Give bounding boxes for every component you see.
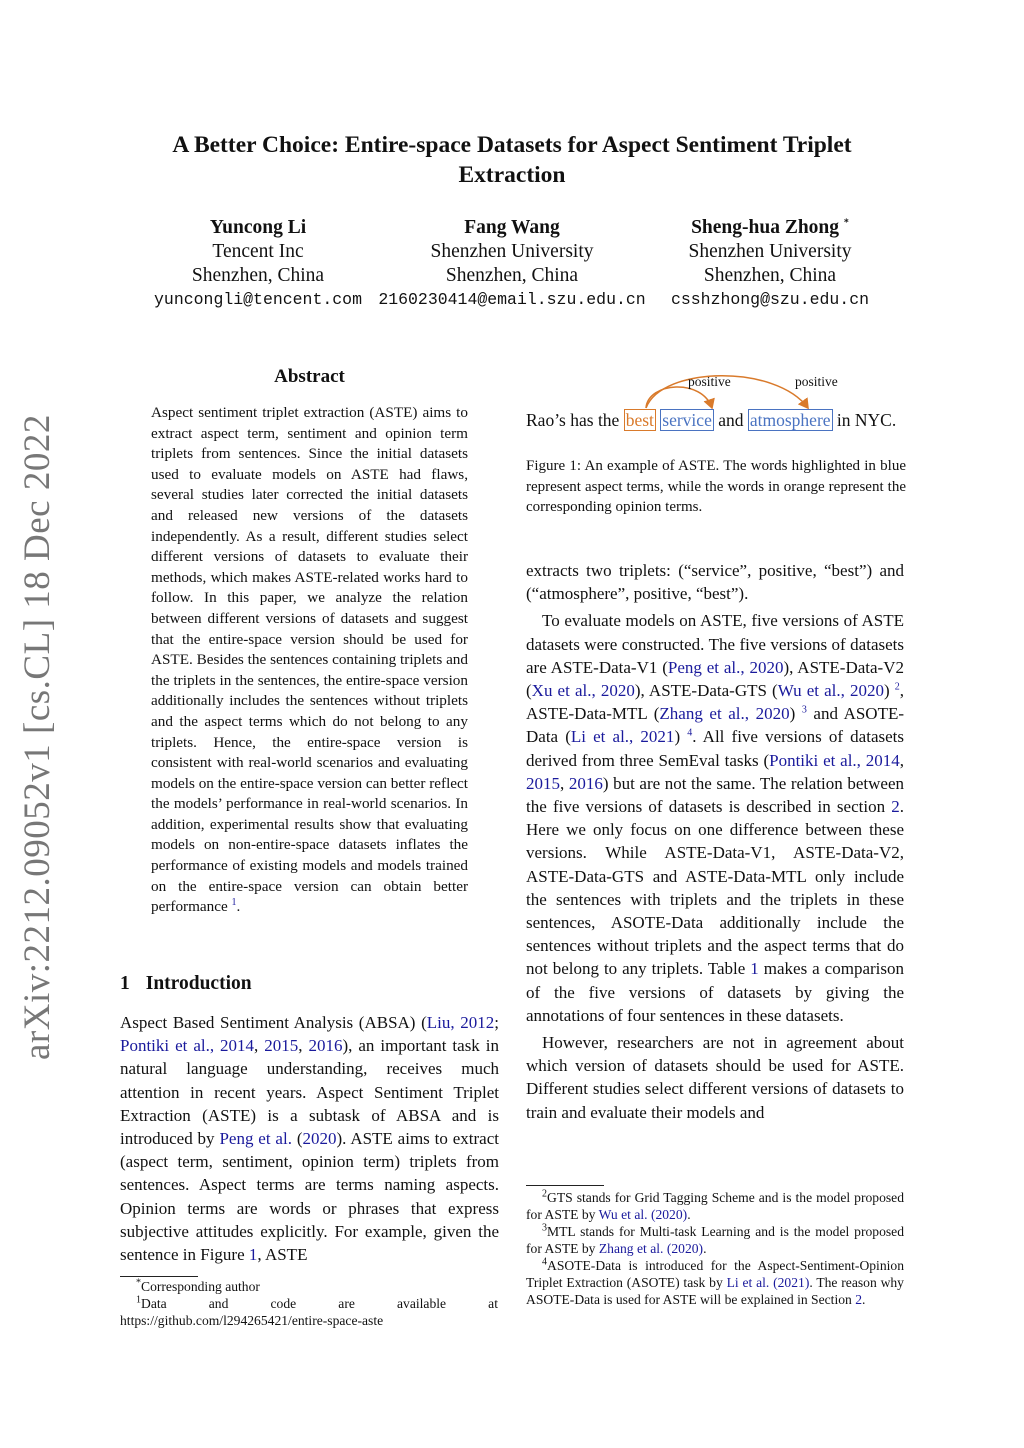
- abstract-body: [151, 403, 468, 918]
- text-run: Aspect Based Sentiment Analysis (ABSA) (: [120, 1013, 427, 1032]
- sentence-text: Rao’s has the: [526, 410, 624, 430]
- text-run: (: [291, 1129, 303, 1149]
- author-email[interactable]: yuncongli@tencent.com: [154, 290, 362, 309]
- text-run: ,: [254, 1036, 265, 1056]
- footnote-ref-4[interactable]: 4: [687, 727, 693, 739]
- author-name: Fang Wang: [464, 217, 560, 238]
- author-name-line: [660, 216, 880, 240]
- footnote-mark: 2: [542, 1188, 547, 1200]
- section-ref-link[interactable]: 2: [891, 797, 900, 817]
- section-heading-introduction: [120, 973, 268, 995]
- footnote-mark: *: [136, 1277, 141, 1289]
- citation-link[interactable]: Liu, 2012: [426, 1013, 495, 1032]
- author-location: Shenzhen, China: [703, 265, 837, 286]
- citation-link[interactable]: Wu et al., 2020: [777, 681, 884, 701]
- footnote-text: GTS stands for Grid Tagging Scheme and is the model proposed for ASTE by: [526, 1190, 904, 1222]
- sentence-text: and: [713, 410, 748, 430]
- citation-link[interactable]: Xu et al., 2020: [531, 681, 635, 701]
- right-footnotes: [526, 1189, 904, 1308]
- text-run: To evaluate models on ASTE, five versions of ASTE datasets were constructed. The five versions of datasets are ASTE-Data-V1 (: [526, 611, 904, 677]
- sentence-text: in NYC.: [832, 410, 897, 430]
- text-run: and ASOTE-Data (: [526, 704, 905, 747]
- aspect-term-box: service: [662, 410, 712, 430]
- footnote-ref-1[interactable]: 1: [231, 897, 237, 909]
- corresponding-mark: *: [843, 217, 849, 229]
- author-location: Shenzhen, China: [191, 265, 325, 286]
- citation-link[interactable]: 2016: [568, 773, 603, 793]
- text-run: , ASTE-Data-MTL (: [526, 681, 904, 724]
- text-run: ,: [560, 773, 569, 793]
- author-block-3: [660, 216, 880, 312]
- citation-link[interactable]: Zhang et al., 2020: [659, 704, 790, 724]
- citation-link[interactable]: Peng et al.: [219, 1129, 292, 1149]
- text-run: ): [883, 681, 895, 701]
- author-location: Shenzhen, China: [445, 265, 579, 286]
- text-run: . Here we only focus on one difference between these versions. While ASTE-Data-V1, ASTE-Data-V2, ASTE-Data-GTS and ASTE-Data-MTL only include the sentences with triplets and the triplets in these sentences, ASOTE-Data additionally include the sentences without triplets and the aspect terms that do not belong to any triplets. Table: [526, 797, 904, 979]
- citation-link[interactable]: Pontiki et al., 2014: [769, 750, 900, 770]
- footnote-text: . The reason why ASOTE-Data is used for ASTE will be explained in Section: [526, 1275, 904, 1307]
- citation-link[interactable]: 2015: [526, 773, 560, 793]
- text-run: ,: [899, 750, 904, 770]
- citation-link[interactable]: Peng et al., 2020: [667, 657, 784, 677]
- footnote-text: ASOTE-Data is introduced for the Aspect-Sentiment-Opinion Triplet Extraction (ASOTE) task by: [526, 1258, 904, 1290]
- author-name: Sheng-hua Zhong: [691, 217, 840, 238]
- footnote-ref-3[interactable]: 3: [801, 704, 807, 716]
- text-run: ), ASTE-Data-V2 (: [526, 657, 904, 701]
- citation-link[interactable]: Wu et al. (2020): [598, 1207, 688, 1222]
- arc-label-2: positive: [795, 374, 838, 389]
- right-column-text: [526, 559, 904, 1124]
- footnote-text: MTL stands for Multi-task Learning and is the model proposed for ASTE by: [526, 1224, 904, 1256]
- footnote-text: .: [687, 1207, 691, 1222]
- citation-link[interactable]: Li et al., 2021: [570, 727, 675, 747]
- arxiv-identifier: arXiv:2212.09052v1 [cs.CL] 18 Dec 2022: [17, 414, 58, 1060]
- paragraph: [526, 609, 904, 1027]
- text-run: ): [674, 727, 688, 747]
- footnote-mark: 3: [542, 1222, 547, 1234]
- text-run: ): [789, 704, 802, 724]
- paper-title: A Better Choice: Entire-space Datasets for Aspect Sentiment Triplet Extraction: [172, 132, 852, 188]
- footnote-text: Corresponding author: [141, 1279, 260, 1294]
- paragraph: However, researchers are not in agreement about which version of datasets should be used for ASTE. Different studies select different versions of datasets to train and evaluate their models and: [526, 1033, 904, 1122]
- citation-link[interactable]: 2015: [264, 1036, 299, 1056]
- figure-ref-link[interactable]: 1: [248, 1245, 258, 1265]
- aspect-term-box: atmosphere: [749, 410, 831, 430]
- section-ref-link[interactable]: 2: [855, 1292, 863, 1307]
- text-run: ;: [494, 1013, 499, 1032]
- section-number: 1: [120, 973, 130, 994]
- figure-caption: Figure 1: An example of ASTE. The words highlighted in blue represent aspect terms, while the words in orange represent the corresponding opinion terms.: [526, 458, 906, 515]
- author-block-1: [148, 216, 368, 312]
- citation-link[interactable]: Li et al. (2021): [726, 1275, 810, 1290]
- footnote-rule: [120, 1276, 198, 1277]
- text-run: ), ASTE-Data-GTS (: [634, 681, 778, 701]
- author-affiliation: Tencent Inc: [212, 241, 304, 262]
- text-run: ,: [298, 1036, 309, 1056]
- abstract-end: .: [236, 898, 241, 916]
- footnote-mark: 4: [542, 1256, 547, 1268]
- section-title: Introduction: [145, 973, 252, 994]
- footnote-text: Data and code are available at https://github.com/l294265421/entire-space-aste: [120, 1296, 498, 1328]
- author-affiliation: Shenzhen University: [430, 241, 594, 262]
- abstract-text: Aspect sentiment triplet extraction (ASTE) aims to extract aspect term, sentiment and opinion term triplets from sentences. Since the initial datasets used to evaluate models on ASTE had flaws, several studies later corrected the initial datasets and released new versions of the datasets independently. As a result, different studies select different versions of datasets to evaluate their methods, which makes ASTE-related works hard to follow. In this paper, we analyze the relation between different versions of datasets and suggest that the entire-space version should be used for ASTE. Besides the sentences containing triplets and the triplets in the sentences, the entire-space version additionally includes the sentences without triplets and the aspect terms which do not belong to any triplets. Hence, the entire-space version is consistent with real-world scenarios and evaluating models on the entire-space version can better reflect the models’ performance in real-world scenarios. In addition, experimental results show that evaluating models on non-entire-space datasets inflates the performance of existing models and models trained on the entire-space version can obtain better performance: [151, 404, 468, 916]
- citation-link[interactable]: Pontiki et al., 2014: [120, 1036, 255, 1056]
- author-name: Yuncong Li: [209, 217, 307, 238]
- opinion-term-box: best: [625, 410, 654, 430]
- arc-best-service: [646, 387, 712, 408]
- text-run: , ASTE: [257, 1245, 308, 1265]
- abstract-heading: Abstract: [274, 366, 345, 387]
- text-run: ) but are not the same. The relation between the five versions of datasets is described in section: [526, 773, 904, 817]
- author-email[interactable]: csshzhong@szu.edu.cn: [670, 290, 870, 309]
- text-run: . All five versions of datasets derived from three SemEval tasks (: [526, 727, 904, 770]
- author-block-2: [372, 216, 652, 312]
- text-run: ). ASTE aims to extract (aspect term, sentiment, opinion term) triplets from sentences. Aspect terms are terms naming aspects. Opinion terms are words or phrases that express subjective attitudes explicitly. For example, given the sentence in Figure: [120, 1129, 499, 1265]
- left-footnotes: [120, 1278, 498, 1329]
- author-affiliation: Shenzhen University: [688, 241, 852, 262]
- footnote-rule: [526, 1185, 604, 1186]
- arc-label-1: positive: [688, 374, 731, 389]
- citation-link[interactable]: 2020: [302, 1129, 337, 1149]
- citation-link[interactable]: 2016: [308, 1036, 343, 1056]
- intro-paragraph: [120, 1011, 499, 1266]
- text-run: ), an important task in natural language understanding, receives much attention in recent years. Aspect Sentiment Triplet Extraction (ASTE) is a subtask of ABSA and is introduced by: [120, 1036, 499, 1149]
- footnote-text: .: [862, 1292, 866, 1307]
- author-email[interactable]: 2160230414@email.szu.edu.cn: [378, 290, 646, 309]
- paragraph: extracts two triplets: (“service”, positive, “best”) and (“atmosphere”, positive, “best”).: [526, 561, 904, 604]
- table-ref-link[interactable]: 1: [750, 959, 759, 979]
- footnote-text: .: [703, 1241, 707, 1256]
- footnote-ref-2[interactable]: 2: [894, 681, 900, 693]
- figure-sentence: [526, 408, 896, 432]
- footnote-mark: 1: [136, 1294, 141, 1306]
- citation-link[interactable]: Zhang et al. (2020): [598, 1241, 704, 1256]
- text-run: makes a comparison of the five versions of datasets by giving the annotations of four sentences in these datasets.: [526, 959, 904, 1025]
